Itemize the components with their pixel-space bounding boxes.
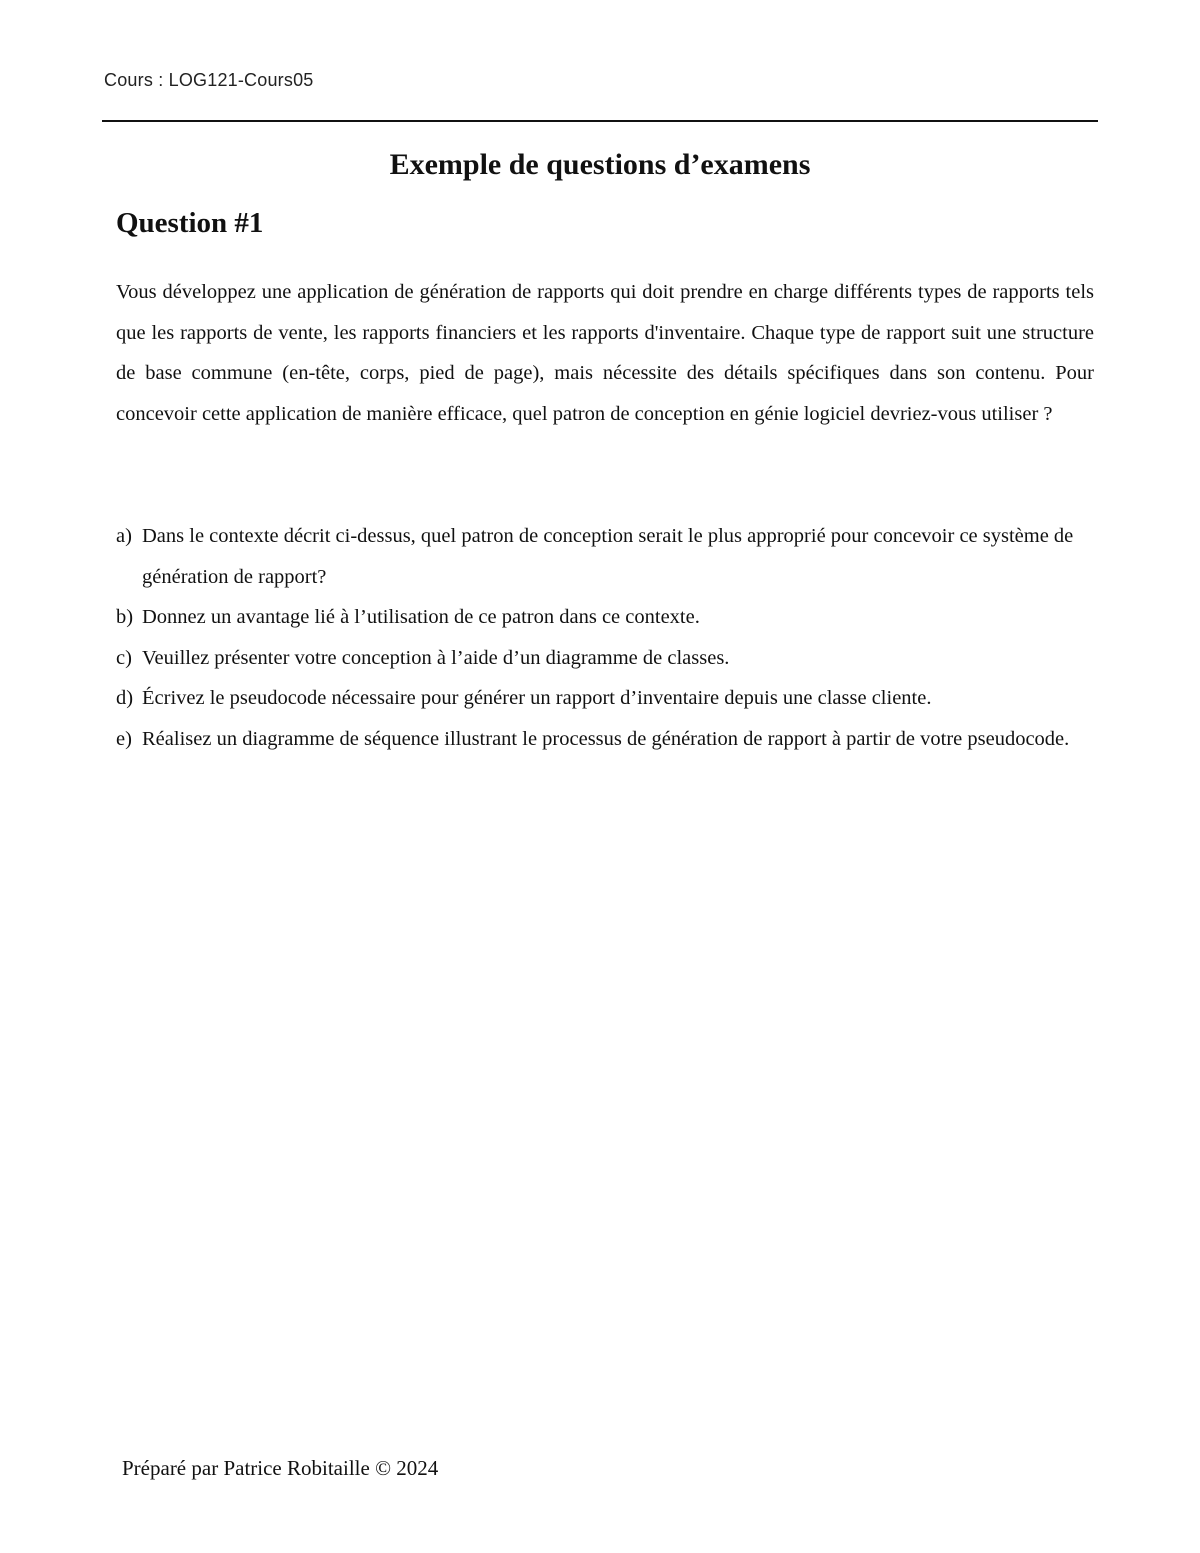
question-heading: Question #1 (116, 207, 264, 239)
header-divider (102, 120, 1098, 122)
document-title: Exemple de questions d’examens (389, 148, 811, 181)
subquestion-text: Donnez un avantage lié à l’utilisation de ce patron dans ce contexte. (142, 606, 700, 628)
subquestion-marker: a) (116, 525, 132, 547)
subquestion-d (116, 678, 1096, 719)
subquestion-text: Écrivez le pseudocode nécessaire pour générer un rapport d’inventaire depuis une classe cliente. (142, 687, 932, 709)
subquestion-marker: e) (116, 727, 132, 750)
subquestion-b (116, 597, 1096, 638)
subquestion-marker: c) (116, 646, 132, 669)
subquestion-text: Dans le contexte décrit ci-dessus, quel patron de conception serait le plus approprié pour concevoir ce système de génération de rapport? (142, 525, 1074, 588)
subquestion-marker: d) (116, 687, 134, 709)
author-footer: Préparé par Patrice Robitaille © 2024 (122, 1456, 439, 1480)
course-header: Cours : LOG121-Cours05 (104, 70, 314, 90)
question-text: Vous développez une application de génération de rapports qui doit prendre en charge différents types de rapports tels que les rapports de vente, les rapports financiers et les rapports d'inventaire. Chaque type de rapport suit une structure de base commune (en-tête, corps, pied de page), mais nécessite des détails spécifiques dans son contenu. Pour concevoir cette application de manière efficace, quel patron de conception en génie logiciel devriez-vous utiliser ? (116, 281, 1094, 425)
subquestion-e (116, 719, 1096, 760)
subquestion-text: Réalisez un diagramme de séquence illustrant le processus de génération de rapport à partir de votre pseudocode. (142, 727, 1070, 750)
subquestion-c (116, 638, 1096, 679)
subquestion-text: Veuillez présenter votre conception à l’aide d’un diagramme de classes. (142, 646, 730, 669)
subquestion-a (116, 516, 1096, 597)
subquestion-marker: b) (116, 606, 134, 628)
subquestion-list (116, 516, 1096, 759)
